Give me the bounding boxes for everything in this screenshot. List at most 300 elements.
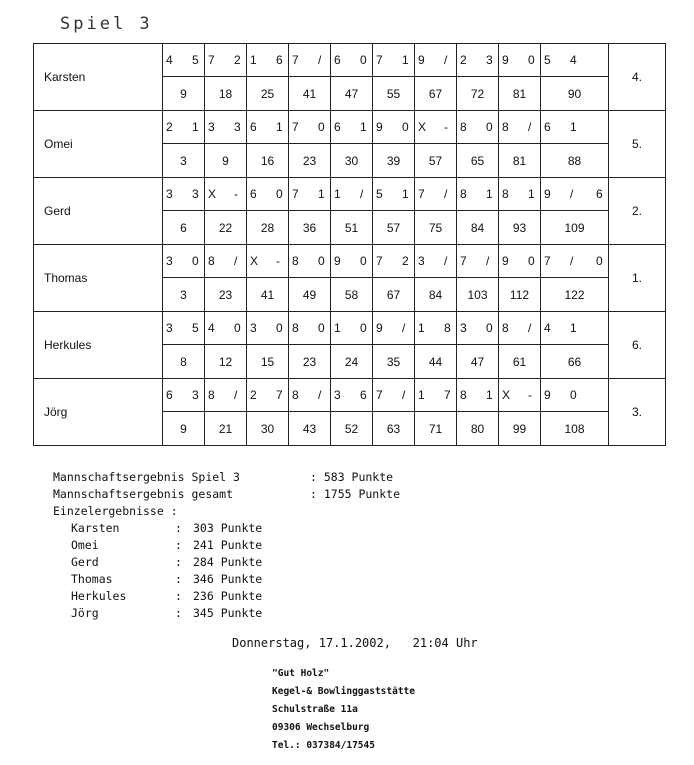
frame-throws xyxy=(247,44,289,77)
score-table xyxy=(33,43,666,446)
throw-mark: 0 xyxy=(276,321,283,335)
frame-throws xyxy=(331,379,373,412)
player-throws-row xyxy=(34,178,666,211)
frame-throws xyxy=(247,178,289,211)
frame-total: 112 xyxy=(499,278,541,312)
team-total-result: Mannschaftsergebnis gesamt : 1755 Punkte xyxy=(53,487,401,501)
player-name: Gerd xyxy=(34,178,163,245)
throw-mark: X xyxy=(208,187,217,201)
throw-mark: 9 xyxy=(502,254,509,268)
throw-mark: 0 xyxy=(192,254,199,268)
throw-mark: 1 xyxy=(570,321,577,335)
separator: : xyxy=(175,606,182,620)
throw-mark: 2 xyxy=(460,53,467,67)
frame-total: 93 xyxy=(499,211,541,245)
frame-total: 9 xyxy=(205,144,247,178)
frame-total: 75 xyxy=(415,211,457,245)
throw-mark: 3 xyxy=(334,388,341,402)
frame-throws xyxy=(331,44,373,77)
throw-mark xyxy=(596,54,605,66)
throw-mark: / xyxy=(486,254,490,268)
frame-total: 18 xyxy=(205,77,247,111)
throw-mark: 9 xyxy=(418,53,425,67)
throw-mark: 0 xyxy=(486,321,493,335)
throw-mark: 5 xyxy=(192,321,199,335)
throw-mark: 7 xyxy=(376,254,383,268)
throw-mark: 9 xyxy=(544,187,551,201)
frame-total: 8 xyxy=(163,345,205,379)
throw-mark: 8 xyxy=(444,321,451,335)
frame-throws xyxy=(541,178,609,211)
frame-throws xyxy=(415,178,457,211)
throw-mark: 8 xyxy=(460,120,467,134)
player-place: 2. xyxy=(609,178,666,245)
frame-throws xyxy=(499,312,541,345)
throw-mark: 7 xyxy=(460,254,467,268)
player-place: 6. xyxy=(609,312,666,379)
frame-total: 67 xyxy=(373,278,415,312)
throw-mark: 8 xyxy=(292,388,299,402)
throw-mark: 7 xyxy=(292,187,299,201)
venue-stamp xyxy=(272,668,415,758)
frame-throws xyxy=(163,111,205,144)
throw-mark: - xyxy=(444,120,448,134)
throw-mark: 3 xyxy=(460,321,467,335)
individual-name: Gerd xyxy=(71,555,99,569)
frame-throws xyxy=(289,379,331,412)
player-place: 5. xyxy=(609,111,666,178)
frame-throws xyxy=(205,178,247,211)
frame-total: 9 xyxy=(163,77,205,111)
frame-total: 72 xyxy=(457,77,499,111)
frame-total: 57 xyxy=(373,211,415,245)
frame-throws xyxy=(373,379,415,412)
throw-mark: / xyxy=(444,53,448,67)
frame-throws xyxy=(373,178,415,211)
player-name: Herkules xyxy=(34,312,163,379)
throw-mark: 3 xyxy=(250,321,257,335)
frame-throws xyxy=(415,111,457,144)
throw-mark: 9 xyxy=(502,53,509,67)
throw-mark: 6 xyxy=(334,120,341,134)
throw-mark: 0 xyxy=(360,53,367,67)
throw-mark: / xyxy=(444,187,448,201)
frame-throws xyxy=(415,245,457,278)
player-name: Omei xyxy=(34,111,163,178)
frame-throws xyxy=(289,178,331,211)
throw-mark: 7 xyxy=(292,53,299,67)
throw-mark: 7 xyxy=(208,53,215,67)
throw-mark: 3 xyxy=(192,187,199,201)
throw-mark: 8 xyxy=(460,388,467,402)
throw-mark: 9 xyxy=(334,254,341,268)
throw-mark: / xyxy=(402,388,406,402)
throw-mark: 0 xyxy=(318,254,325,268)
frame-total: 109 xyxy=(541,211,609,245)
throw-mark: / xyxy=(318,53,322,67)
frame-throws xyxy=(247,312,289,345)
frame-total: 67 xyxy=(415,77,457,111)
throw-mark: 9 xyxy=(376,321,383,335)
player-throws-row xyxy=(34,44,666,77)
frame-total: 6 xyxy=(163,211,205,245)
frame-total: 23 xyxy=(289,144,331,178)
individual-points: 345 Punkte xyxy=(193,606,263,620)
throw-mark xyxy=(596,389,605,401)
frame-total: 58 xyxy=(331,278,373,312)
throw-mark: 3 xyxy=(166,321,173,335)
individual-result xyxy=(53,521,400,538)
throw-mark: 1 xyxy=(276,120,283,134)
frame-throws xyxy=(373,44,415,77)
frame-total: 23 xyxy=(289,345,331,379)
throw-mark: 6 xyxy=(544,120,551,134)
throw-mark: 8 xyxy=(292,321,299,335)
throw-mark: - xyxy=(528,388,532,402)
frame-throws xyxy=(457,312,499,345)
throw-mark: 3 xyxy=(192,388,199,402)
throw-mark: / xyxy=(234,254,238,268)
frame-throws xyxy=(499,111,541,144)
frame-throws xyxy=(457,245,499,278)
frame-total: 44 xyxy=(415,345,457,379)
frame-throws xyxy=(205,312,247,345)
separator: : xyxy=(175,572,182,586)
frame-throws xyxy=(541,111,609,144)
individual-points: 236 Punkte xyxy=(193,589,263,603)
frame-total: 3 xyxy=(163,144,205,178)
throw-mark: X xyxy=(502,388,511,402)
page-title: Spiel 3 xyxy=(60,14,153,34)
throw-mark: 2 xyxy=(402,254,409,268)
frame-total: 22 xyxy=(205,211,247,245)
throw-mark: 6 xyxy=(596,187,603,201)
throw-mark: 8 xyxy=(502,321,509,335)
frame-total: 47 xyxy=(331,77,373,111)
frame-total: 21 xyxy=(205,412,247,446)
throw-mark: / xyxy=(318,388,322,402)
frame-throws xyxy=(541,312,609,345)
individual-name: Herkules xyxy=(71,589,127,603)
throw-mark: 0 xyxy=(570,388,577,402)
stamp-line: "Gut Holz" xyxy=(272,668,330,679)
frame-total: 63 xyxy=(373,412,415,446)
individual-name: Karsten xyxy=(71,521,120,535)
throw-mark: 0 xyxy=(402,120,409,134)
frame-total: 55 xyxy=(373,77,415,111)
throw-mark: 7 xyxy=(276,388,283,402)
player-throws-row xyxy=(34,312,666,345)
frame-throws xyxy=(289,111,331,144)
frame-throws xyxy=(541,245,609,278)
frame-throws xyxy=(415,312,457,345)
separator: : xyxy=(175,521,182,535)
frame-total: 65 xyxy=(457,144,499,178)
throw-mark: 8 xyxy=(502,187,509,201)
individual-results-heading: Einzelergebnisse : xyxy=(53,504,178,518)
separator: : xyxy=(175,538,182,552)
frame-total: 30 xyxy=(247,412,289,446)
frame-total: 28 xyxy=(247,211,289,245)
throw-mark: 1 xyxy=(528,187,535,201)
throw-mark: 4 xyxy=(166,53,173,67)
throw-mark: 6 xyxy=(250,187,257,201)
throw-mark: 9 xyxy=(376,120,383,134)
frame-throws xyxy=(541,44,609,77)
player-throws-row xyxy=(34,379,666,412)
throw-mark: 7 xyxy=(376,388,383,402)
frame-throws xyxy=(331,111,373,144)
player-name: Karsten xyxy=(34,44,163,111)
individual-result xyxy=(53,606,400,623)
throw-mark: 8 xyxy=(208,254,215,268)
frame-total: 80 xyxy=(457,412,499,446)
frame-throws xyxy=(499,379,541,412)
frame-throws xyxy=(163,312,205,345)
player-throws-row xyxy=(34,111,666,144)
throw-mark: 6 xyxy=(334,53,341,67)
throw-mark: 1 xyxy=(486,187,493,201)
frame-throws xyxy=(289,245,331,278)
throw-mark: 4 xyxy=(544,321,551,335)
frame-throws xyxy=(499,245,541,278)
throw-mark: 3 xyxy=(486,53,493,67)
throw-mark: / xyxy=(528,120,532,134)
frame-throws xyxy=(247,245,289,278)
frame-throws xyxy=(205,245,247,278)
stamp-line: 09306 Wechselburg xyxy=(272,722,370,733)
frame-total: 99 xyxy=(499,412,541,446)
frame-total: 9 xyxy=(163,412,205,446)
individual-result xyxy=(53,538,400,555)
throw-mark: X xyxy=(418,120,427,134)
individual-result xyxy=(53,589,400,606)
frame-throws xyxy=(457,379,499,412)
player-throws-row xyxy=(34,245,666,278)
date-time: Donnerstag, 17.1.2002, 21:04 Uhr xyxy=(232,636,478,650)
frame-total: 15 xyxy=(247,345,289,379)
frame-total: 51 xyxy=(331,211,373,245)
stamp-line: Kegel-& Bowlinggaststätte xyxy=(272,686,415,697)
individual-result xyxy=(53,572,400,589)
frame-total: 41 xyxy=(247,278,289,312)
throw-mark: 7 xyxy=(444,388,451,402)
throw-mark: 7 xyxy=(292,120,299,134)
frame-total: 35 xyxy=(373,345,415,379)
frame-throws xyxy=(247,111,289,144)
results-summary xyxy=(53,470,400,623)
frame-throws xyxy=(541,379,609,412)
frame-total: 88 xyxy=(541,144,609,178)
frame-throws xyxy=(499,44,541,77)
throw-mark: 1 xyxy=(318,187,325,201)
frame-total: 24 xyxy=(331,345,373,379)
individual-points: 303 Punkte xyxy=(193,521,263,535)
frame-throws xyxy=(163,379,205,412)
throw-mark: 0 xyxy=(486,120,493,134)
frame-total: 43 xyxy=(289,412,331,446)
frame-throws xyxy=(457,111,499,144)
throw-mark: 0 xyxy=(318,120,325,134)
throw-mark: 5 xyxy=(544,53,551,67)
frame-throws xyxy=(163,245,205,278)
frame-throws xyxy=(289,312,331,345)
throw-mark: X xyxy=(250,254,259,268)
throw-mark: 0 xyxy=(596,254,603,268)
individual-points: 241 Punkte xyxy=(193,538,263,552)
throw-mark: 8 xyxy=(502,120,509,134)
throw-mark xyxy=(596,322,605,334)
throw-mark: - xyxy=(234,187,238,201)
throw-mark: / xyxy=(528,321,532,335)
frame-total: 12 xyxy=(205,345,247,379)
frame-total: 103 xyxy=(457,278,499,312)
frame-total: 66 xyxy=(541,345,609,379)
frame-total: 84 xyxy=(457,211,499,245)
frame-throws xyxy=(499,178,541,211)
frame-throws xyxy=(331,178,373,211)
throw-mark: 0 xyxy=(276,187,283,201)
throw-mark: 2 xyxy=(166,120,173,134)
team-game-result: Mannschaftsergebnis Spiel 3 : 583 Punkte xyxy=(53,470,394,484)
separator: : xyxy=(175,589,182,603)
frame-total: 57 xyxy=(415,144,457,178)
throw-mark: 0 xyxy=(528,254,535,268)
throw-mark: 5 xyxy=(376,187,383,201)
throw-mark: 8 xyxy=(292,254,299,268)
throw-mark: 5 xyxy=(192,53,199,67)
throw-mark: 7 xyxy=(544,254,551,268)
individual-points: 346 Punkte xyxy=(193,572,263,586)
frame-throws xyxy=(457,44,499,77)
frame-total: 30 xyxy=(331,144,373,178)
throw-mark xyxy=(596,121,605,133)
throw-mark: 9 xyxy=(544,388,551,402)
frame-total: 36 xyxy=(289,211,331,245)
throw-mark: 1 xyxy=(402,187,409,201)
frame-total: 16 xyxy=(247,144,289,178)
throw-mark: 3 xyxy=(166,254,173,268)
frame-throws xyxy=(331,245,373,278)
throw-mark: 6 xyxy=(166,388,173,402)
throw-mark: 1 xyxy=(360,120,367,134)
throw-mark: 6 xyxy=(250,120,257,134)
frame-throws xyxy=(289,44,331,77)
throw-mark: 3 xyxy=(208,120,215,134)
individual-name: Thomas xyxy=(71,572,113,586)
individual-name: Jörg xyxy=(71,606,99,620)
throw-mark: - xyxy=(276,254,280,268)
frame-total: 47 xyxy=(457,345,499,379)
throw-mark: 8 xyxy=(208,388,215,402)
throw-mark: / xyxy=(570,254,574,268)
frame-throws xyxy=(373,312,415,345)
throw-mark: 1 xyxy=(418,388,425,402)
throw-mark: 2 xyxy=(250,388,257,402)
frame-throws xyxy=(163,178,205,211)
frame-total: 23 xyxy=(205,278,247,312)
frame-total: 61 xyxy=(499,345,541,379)
frame-total: 39 xyxy=(373,144,415,178)
throw-mark: 0 xyxy=(360,254,367,268)
throw-mark: 1 xyxy=(418,321,425,335)
frame-throws xyxy=(331,312,373,345)
frame-total: 49 xyxy=(289,278,331,312)
frame-total: 71 xyxy=(415,412,457,446)
player-name: Jörg xyxy=(34,379,163,446)
individual-result xyxy=(53,555,400,572)
throw-mark: 3 xyxy=(166,187,173,201)
throw-mark: 6 xyxy=(360,388,367,402)
throw-mark: / xyxy=(402,321,406,335)
frame-total: 84 xyxy=(415,278,457,312)
throw-mark: / xyxy=(234,388,238,402)
throw-mark: 4 xyxy=(208,321,215,335)
throw-mark: 1 xyxy=(570,120,577,134)
frame-throws xyxy=(205,111,247,144)
throw-mark: 3 xyxy=(418,254,425,268)
throw-mark: 0 xyxy=(234,321,241,335)
throw-mark: 1 xyxy=(334,321,341,335)
frame-throws xyxy=(205,379,247,412)
frame-throws xyxy=(373,245,415,278)
frame-throws xyxy=(247,379,289,412)
frame-total: 108 xyxy=(541,412,609,446)
throw-mark: 1 xyxy=(486,388,493,402)
stamp-line: Tel.: 037384/17545 xyxy=(272,740,375,751)
frame-throws xyxy=(457,178,499,211)
frame-total: 52 xyxy=(331,412,373,446)
throw-mark: 7 xyxy=(376,53,383,67)
throw-mark: 8 xyxy=(460,187,467,201)
throw-mark: / xyxy=(570,187,574,201)
player-name: Thomas xyxy=(34,245,163,312)
throw-mark: 0 xyxy=(318,321,325,335)
throw-mark: 1 xyxy=(402,53,409,67)
throw-mark: 2 xyxy=(234,53,241,67)
frame-throws xyxy=(163,44,205,77)
frame-throws xyxy=(415,44,457,77)
throw-mark: 6 xyxy=(276,53,283,67)
frame-total: 3 xyxy=(163,278,205,312)
throw-mark: 1 xyxy=(334,187,341,201)
frame-total: 81 xyxy=(499,144,541,178)
throw-mark: 4 xyxy=(570,53,577,67)
frame-total: 122 xyxy=(541,278,609,312)
frame-throws xyxy=(205,44,247,77)
frame-throws xyxy=(415,379,457,412)
frame-total: 41 xyxy=(289,77,331,111)
throw-mark: 0 xyxy=(528,53,535,67)
throw-mark: 7 xyxy=(418,187,425,201)
stamp-line: Schulstraße 11a xyxy=(272,704,358,715)
throw-mark: 0 xyxy=(360,321,367,335)
player-place: 3. xyxy=(609,379,666,446)
throw-mark: 3 xyxy=(234,120,241,134)
separator: : xyxy=(175,555,182,569)
frame-total: 81 xyxy=(499,77,541,111)
throw-mark: 1 xyxy=(192,120,199,134)
individual-name: Omei xyxy=(71,538,99,552)
frame-total: 90 xyxy=(541,77,609,111)
frame-throws xyxy=(373,111,415,144)
throw-mark: / xyxy=(360,187,364,201)
frame-total: 25 xyxy=(247,77,289,111)
player-place: 4. xyxy=(609,44,666,111)
throw-mark: / xyxy=(444,254,448,268)
throw-mark: 1 xyxy=(250,53,257,67)
player-place: 1. xyxy=(609,245,666,312)
